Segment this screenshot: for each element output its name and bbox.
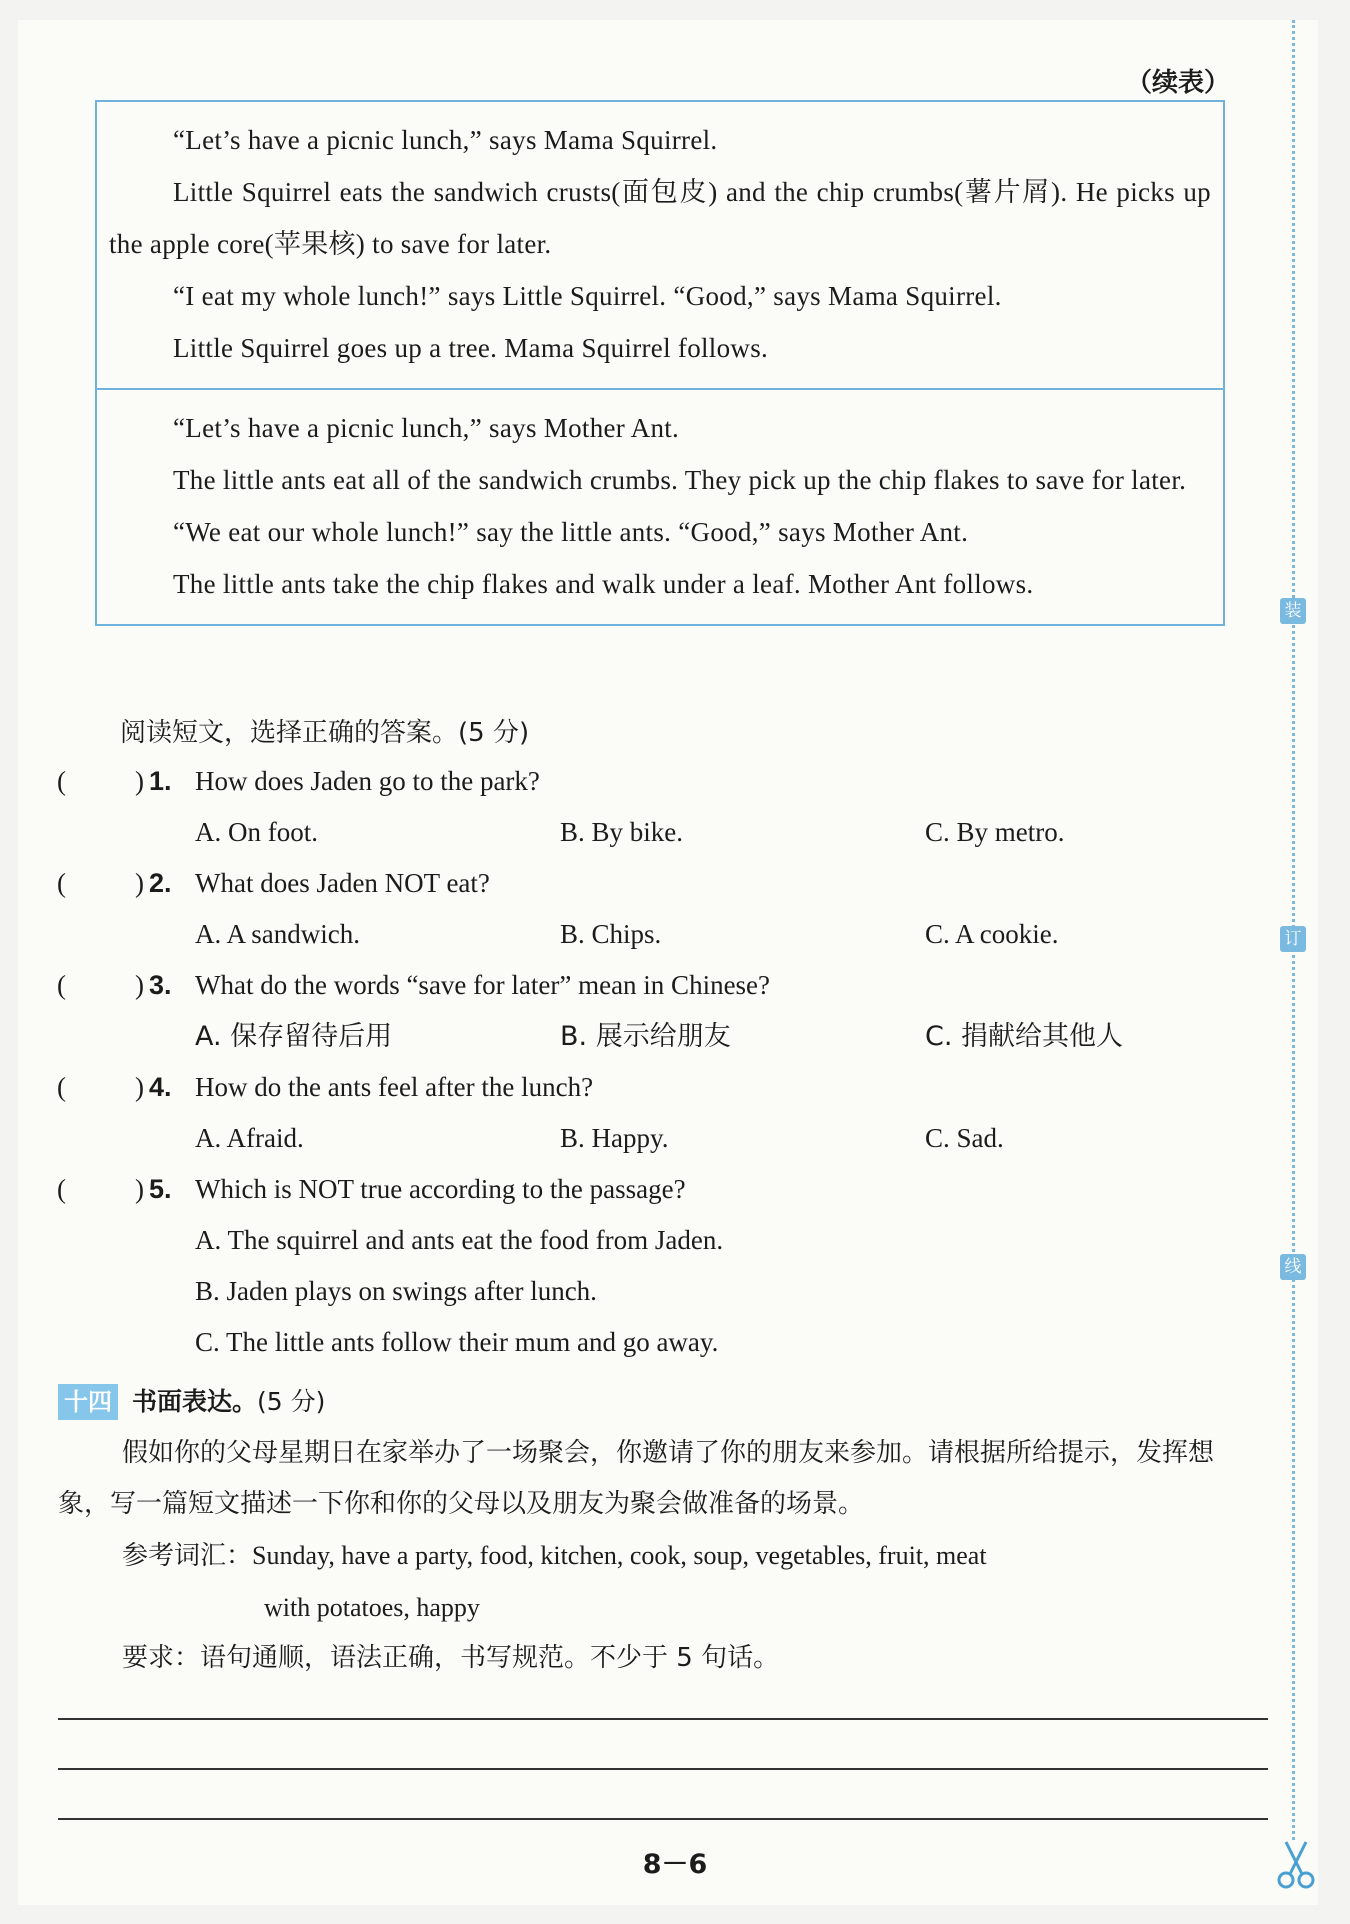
option-row: [55, 1011, 1255, 1062]
option-c: C. The little ants follow their mum and go away.: [195, 1327, 719, 1357]
story-paragraph: “We eat our whole lunch!” say the little ants. “Good,” says Mother Ant.: [173, 517, 969, 547]
reference-label: 参考词汇：: [122, 1541, 253, 1571]
section-header: [58, 1378, 1278, 1422]
option-c: C. By metro.: [925, 817, 1065, 847]
question: [55, 1164, 1255, 1215]
question-number: 4.: [149, 1072, 172, 1102]
question: [55, 960, 1255, 1011]
option-b: B. By bike.: [560, 817, 684, 847]
writing-line[interactable]: [58, 1818, 1268, 1820]
answer-blank-close: ): [135, 766, 144, 796]
option-a: A. 保存留待后用: [195, 1021, 393, 1052]
scissors-icon: [1272, 1840, 1320, 1890]
question-number: 1.: [149, 766, 172, 796]
story-paragraph: “I eat my whole lunch!” says Little Squirrel. “Good,” says Mama Squirrel.: [173, 281, 1002, 311]
question-text: What do the words “save for later” mean in Chinese?: [195, 970, 771, 1000]
question: [55, 756, 1255, 807]
page-number: 8－6: [642, 1849, 708, 1880]
answer-blank-open[interactable]: (: [57, 1174, 66, 1204]
answer-blank-close: ): [135, 868, 144, 898]
writing-line[interactable]: [58, 1768, 1268, 1770]
question-text: How does Jaden go to the park?: [195, 766, 540, 796]
writing-line[interactable]: [58, 1718, 1268, 1720]
story-box: [95, 100, 1225, 626]
question-number: 5.: [149, 1174, 172, 1204]
question: [55, 1062, 1255, 1113]
option-c: C. Sad.: [925, 1123, 1004, 1153]
section-title: 书面表达。: [132, 1387, 258, 1417]
ant-section: [97, 388, 1223, 624]
option-row: [55, 1266, 1255, 1317]
option-b: B. Jaden plays on swings after lunch.: [195, 1276, 597, 1306]
option-a: A. Afraid.: [195, 1123, 304, 1153]
writing-section: [58, 1378, 1278, 1684]
section-score: (5 分): [257, 1387, 326, 1417]
story-paragraph: Little Squirrel goes up a tree. Mama Squirrel follows.: [173, 333, 769, 363]
writing-prompt: 假如你的父母星期日在家举办了一场聚会，你邀请了你的朋友来参加。请根据所给提示，发挥想象，写一篇短文描述一下你和你的父母以及朋友为聚会做准备的场景。: [58, 1438, 1215, 1519]
answer-blank-open[interactable]: (: [57, 970, 66, 1000]
option-row: [55, 807, 1255, 858]
question-text: What does Jaden NOT eat?: [195, 868, 490, 898]
answer-blank-open[interactable]: (: [57, 1072, 66, 1102]
option-row: [55, 1113, 1255, 1164]
answer-blank-close: ): [135, 970, 144, 1000]
requirement: 要求：语句通顺，语法正确，书写规范。不少于 5 句话。: [122, 1643, 780, 1673]
answer-blank-close: ): [135, 1072, 144, 1102]
story-paragraph: “Let’s have a picnic lunch,” says Mother Ant.: [173, 413, 680, 443]
reading-instruction: 阅读短文，选择正确的答案。(5 分): [120, 718, 530, 748]
binding-tab: 订: [1280, 926, 1306, 952]
answer-blank-close: ): [135, 1174, 144, 1204]
option-a: A. The squirrel and ants eat the food from Jaden.: [195, 1225, 724, 1255]
reference-words: [58, 1530, 1278, 1582]
answer-blank-open[interactable]: (: [57, 766, 66, 796]
story-paragraph: The little ants eat all of the sandwich crumbs. They pick up the chip flakes to save for later.: [173, 465, 1187, 495]
option-a: A. A sandwich.: [195, 919, 360, 949]
option-b: B. Happy.: [560, 1123, 669, 1153]
squirrel-section: [97, 102, 1223, 388]
story-paragraph: The little ants take the chip flakes and walk under a leaf. Mother Ant follows.: [173, 569, 1034, 599]
reference-words-line1: Sunday, have a party, food, kitchen, cook, soup, vegetables, fruit, meat: [252, 1541, 987, 1570]
option-a: A. On foot.: [195, 817, 318, 847]
question-number: 3.: [149, 970, 172, 1000]
question-text: How do the ants feel after the lunch?: [195, 1072, 594, 1102]
question-text: Which is NOT true according to the passage?: [195, 1174, 686, 1204]
question: [55, 858, 1255, 909]
option-b: B. Chips.: [560, 919, 662, 949]
binding-tab: 装: [1280, 598, 1306, 624]
option-c: C. 捐献给其他人: [925, 1021, 1124, 1052]
question-list: [55, 756, 1255, 1368]
option-c: C. A cookie.: [925, 919, 1059, 949]
story-paragraph: Little Squirrel eats the sandwich crusts(面包皮) and the chip crumbs(薯片屑). He picks up the apple core(苹果核) to save for later.: [109, 177, 1211, 259]
reference-words-line2: with potatoes, happy: [264, 1593, 480, 1622]
continued-label: （续表）: [1125, 68, 1230, 98]
binding-tab: 线: [1280, 1254, 1306, 1280]
section-number-badge: 十四: [58, 1384, 118, 1420]
option-row: [55, 909, 1255, 960]
question-number: 2.: [149, 868, 172, 898]
option-row: [55, 1317, 1255, 1368]
option-b: B. 展示给朋友: [560, 1021, 731, 1052]
option-row: [55, 1215, 1255, 1266]
answer-blank-open[interactable]: (: [57, 868, 66, 898]
story-paragraph: “Let’s have a picnic lunch,” says Mama Squirrel.: [173, 125, 718, 155]
